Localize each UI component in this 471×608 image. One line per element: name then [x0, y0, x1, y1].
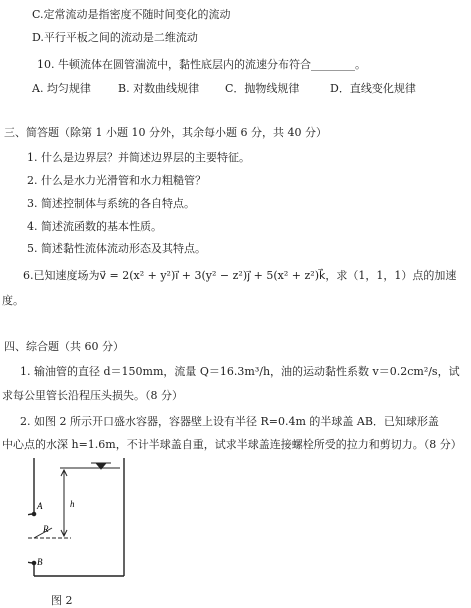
label-r: R	[43, 524, 49, 534]
question-10-stem: 10. 牛顿流体在圆管湍流中，黏性底层内的流速分布符合________。	[37, 58, 366, 71]
section-3-item-1: 1. 什么是边界层？并简述边界层的主要特征。	[27, 151, 250, 164]
section-4-question-2-line-2: 中心点的水深 h=1.6m，不计半球盖自重，试求半球盖连接螺栓所受的拉力和剪切力。（8 分）	[2, 438, 462, 451]
label-b: B	[37, 557, 43, 567]
q10-option-d: D．直线变化规律	[330, 82, 416, 95]
figure-2-container-diagram	[28, 455, 128, 580]
label-a: A	[37, 501, 43, 511]
point-b-marker	[32, 561, 36, 565]
section-4-question-1-line-2: 求每公里管长沿程压头损失。（8 分）	[2, 389, 183, 402]
q10-option-a: A. 均匀规律	[32, 82, 91, 95]
q10-option-c: C．抛物线规律	[225, 82, 300, 95]
section-3-item-2: 2. 什么是水力光滑管和水力粗糙管？	[27, 174, 206, 187]
section-3-item-3: 3. 简述控制体与系统的各自特点。	[27, 197, 195, 210]
section-3-heading: 三、简答题（除第 1 小题 10 分外，其余每小题 6 分，共 40 分）	[4, 126, 327, 139]
section-4-question-1-line-1: 1. 输油管的直径 d＝150mm，流量 Q＝16.3m³/h，油的运动黏性系数 v＝0.2cm²/s，试	[20, 365, 460, 378]
figure-2-caption: 图 2	[51, 594, 73, 607]
point-a-marker	[32, 512, 36, 516]
option-d: D.平行平板之间的流动是二维流动	[32, 31, 198, 44]
section-4-question-2-line-1: 2. 如图 2 所示开口盛水容器，容器壁上设有半径 R=0.4m 的半球盖 AB．已知球形盖	[20, 415, 439, 428]
section-3-item-4: 4. 简述流函数的基本性质。	[27, 220, 162, 233]
q10-option-b: B. 对数曲线规律	[118, 82, 200, 95]
section-3-question-6-line-2: 度。	[2, 294, 24, 307]
section-3-question-6-line-1: 6.已知速度场为v⃗ = 2(x² + y²)i⃗ + 3(y² − z²)j⃗ + 5(x² + z²)k⃗，求（1，1，1）点的加速	[23, 269, 457, 282]
section-3-item-5: 5. 简述黏性流体流动形态及其特点。	[27, 242, 206, 255]
section-4-heading: 四、综合题（共 60 分）	[4, 340, 124, 353]
option-c: C.定常流动是指密度不随时间变化的流动	[32, 8, 231, 21]
label-h: h	[70, 499, 75, 509]
